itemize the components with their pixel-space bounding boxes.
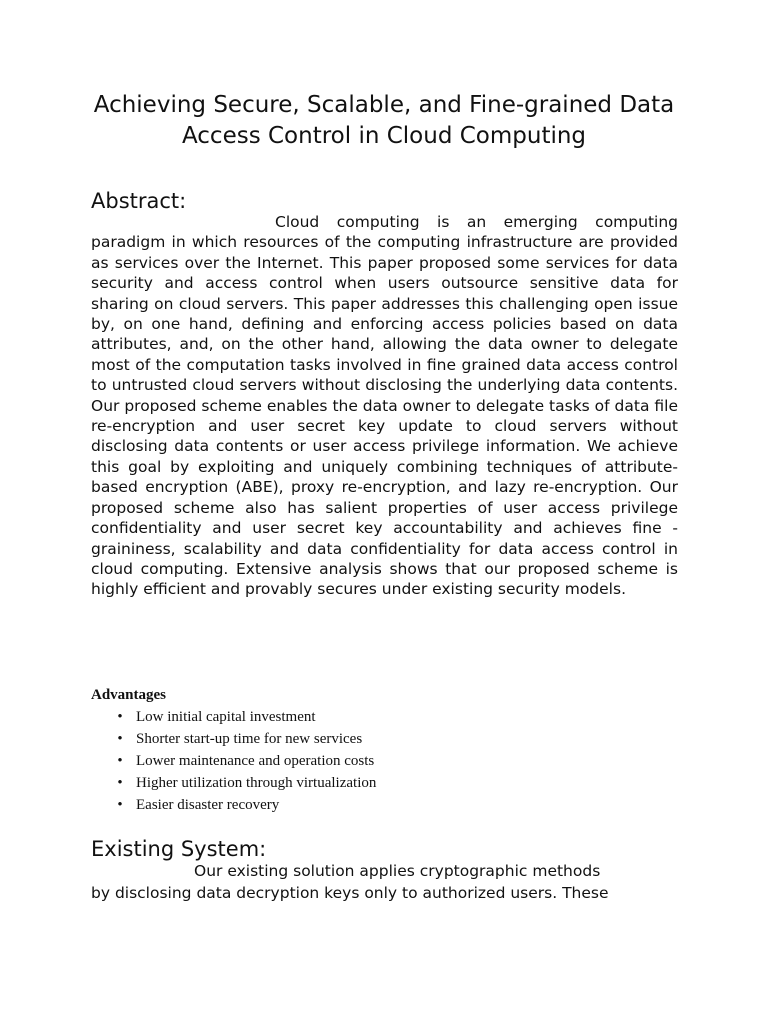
bullet-icon: •	[117, 709, 123, 725]
bullet-icon: •	[117, 797, 123, 813]
existing-system-paragraph	[91, 860, 681, 904]
bullet-icon: •	[117, 775, 123, 791]
list-item	[91, 794, 376, 816]
abstract-text: Cloud computing is an emerging computing paradigm in which resources of the computing infrastructure are provided as services over the Internet. This paper proposed some services for data security and access control when users outsource sensitive data for sharing on cloud servers. This paper addresses this challenging open issue by, on one hand, defining and enforcing access policies based on data attributes, and, on the other hand, allowing the data owner to delegate most of the computation tasks involved in fine grained data access control to untrusted cloud servers without disclosing the underlying data contents. Our proposed scheme enables the data owner to delegate tasks of data file re-encryption and user secret key update to cloud servers without disclosing data contents or user access privilege information. We achieve this goal by exploiting and uniquely combining techniques of attribute-based encryption (ABE), proxy re-encryption, and lazy re-encryption. Our proposed scheme also has salient properties of user access privilege confidentiality and user secret key accountability and achieves fine - graininess, scalability and data confidentiality for data access control in cloud computing. Extensive analysis shows that our proposed scheme is highly efficient and provably secures under existing security models.	[91, 213, 678, 599]
bullet-icon: •	[117, 753, 123, 769]
abstract-paragraph	[91, 212, 678, 600]
advantages-list	[91, 706, 376, 816]
advantages-heading: Advantages	[91, 687, 167, 703]
existing-system-line-1: Our existing solution applies cryptographic methods	[194, 862, 601, 880]
bullet-icon: •	[117, 731, 123, 747]
list-item	[91, 772, 376, 794]
existing-system-line-2: by disclosing data decryption keys only to authorized users. These	[91, 884, 609, 902]
advantage-label: Easier disaster recovery	[136, 797, 280, 813]
advantage-label: Shorter start-up time for new services	[136, 731, 363, 747]
advantage-label: Higher utilization through virtualization	[136, 775, 377, 791]
advantage-label: Low initial capital investment	[136, 709, 316, 725]
document-title: Achieving Secure, Scalable, and Fine-grained Data Access Control in Cloud Computing	[93, 92, 675, 149]
abstract-heading: Abstract:	[91, 189, 187, 213]
existing-system-heading: Existing System:	[91, 837, 267, 861]
advantage-label: Lower maintenance and operation costs	[136, 753, 375, 769]
list-item	[91, 728, 376, 750]
list-item	[91, 750, 376, 772]
list-item	[91, 706, 376, 728]
